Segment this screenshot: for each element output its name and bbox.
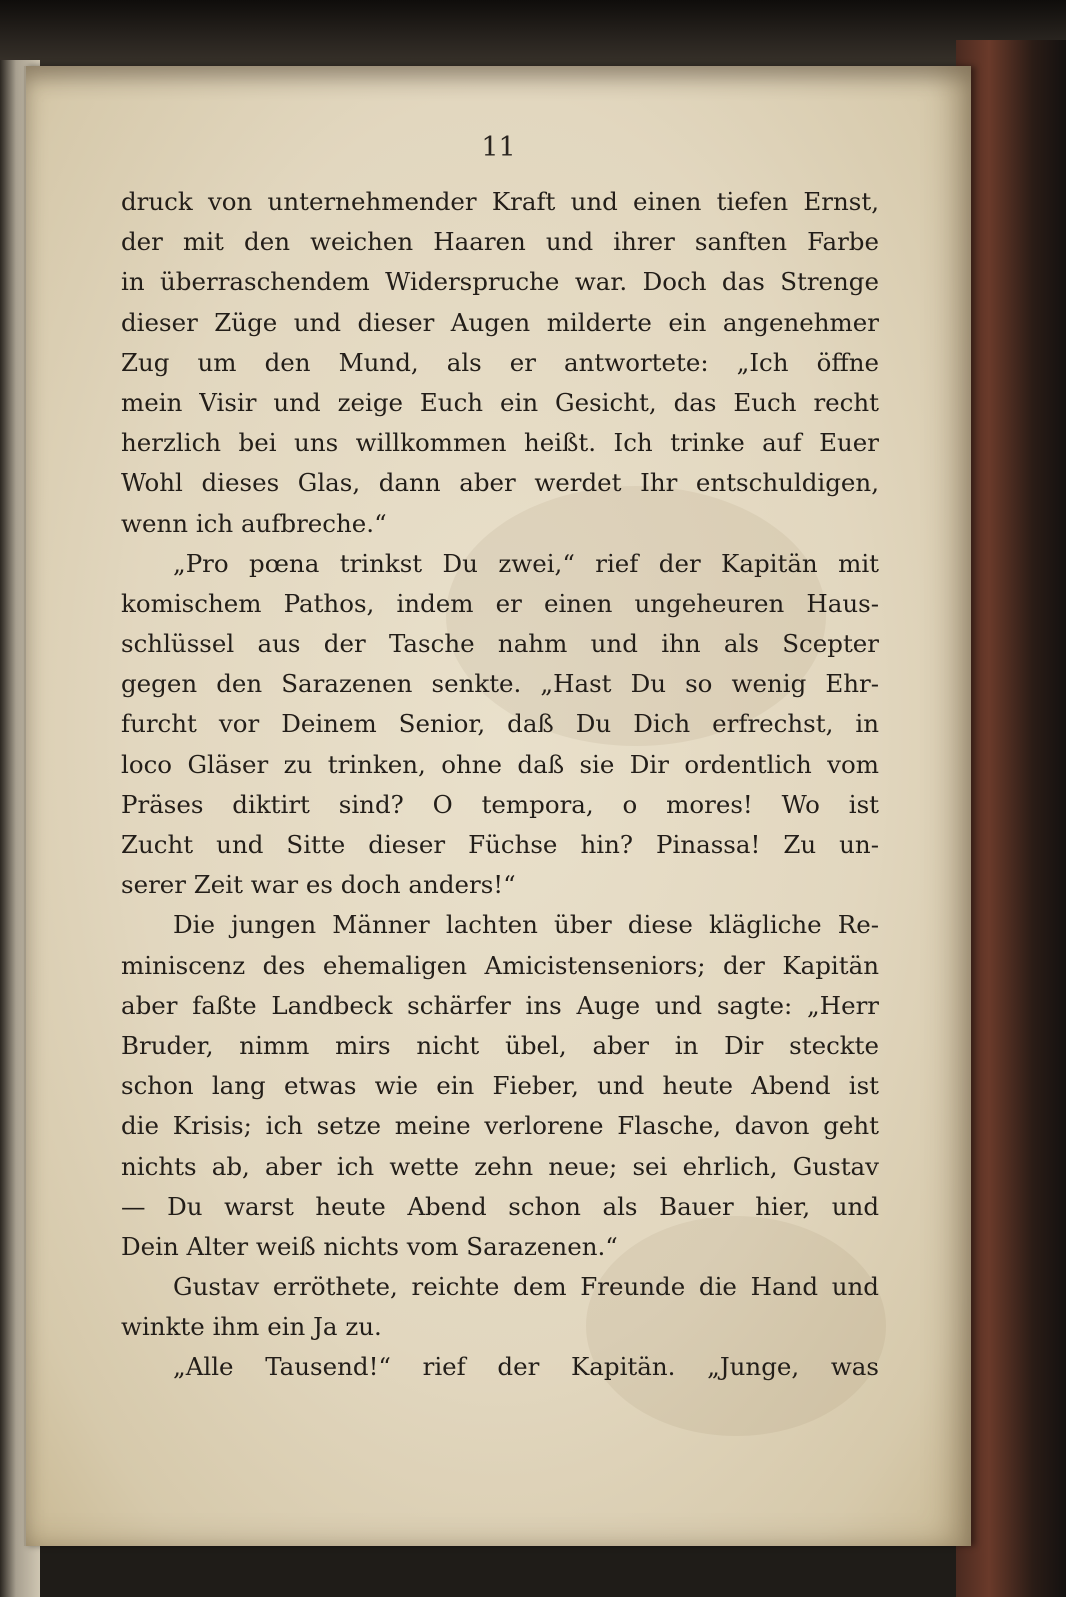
text-line: furcht vor Deinem Senior, daß Du Dich erfrechst, in — [121, 709, 879, 739]
text-line: serer Zeit war es doch anders!“ — [121, 870, 516, 900]
page-number: 11 — [481, 132, 516, 163]
text-line: komischem Pathos, indem er einen ungeheuren Haus- — [121, 588, 879, 618]
text-line: dieser Züge und dieser Augen milderte ein angenehmer — [121, 307, 879, 337]
text-line: — Du warst heute Abend schon als Bauer hier, und — [121, 1191, 879, 1221]
book-cover-edge — [956, 40, 1066, 1597]
text-line: Gustav erröthete, reichte dem Freunde die Hand und — [173, 1272, 879, 1302]
text-line: gegen den Sarazenen senkte. „Hast Du so wenig Ehr- — [121, 669, 879, 699]
text-line: Präses diktirt sind? O tempora, o mores! Wo ist — [121, 789, 879, 819]
text-line: druck von unternehmender Kraft und einen tiefen Ernst, — [121, 187, 879, 216]
text-line: Die jungen Männer lachten über diese klägliche Re- — [173, 910, 879, 940]
book-page — [24, 66, 971, 1546]
text-line: schlüssel aus der Tasche nahm und ihn als Scepter — [121, 629, 879, 659]
text-line: mein Visir und zeige Euch ein Gesicht, das Euch recht — [121, 387, 879, 417]
text-line: Wohl dieses Glas, dann aber werdet Ihr entschuldigen, — [121, 468, 879, 498]
text-line: miniscenz des ehemaligen Amicistenseniors; der Kapitän — [121, 950, 879, 980]
text-line: Zucht und Sitte dieser Füchse hin? Pinassa! Zu un- — [121, 830, 879, 859]
text-line: in überraschendem Widerspruche war. Doch das Strenge — [121, 267, 879, 297]
scan-background-top — [0, 0, 1066, 70]
text-line: herzlich bei uns willkommen heißt. Ich trinke auf Euer — [121, 428, 879, 458]
text-line: aber faßte Landbeck schärfer ins Auge und sagte: „Herr — [121, 990, 879, 1020]
text-line: Zug um den Mund, als er antwortete: „Ich öffne — [121, 347, 879, 377]
text-line: die Krisis; ich setze meine verlorene Flasche, davon geht — [121, 1111, 879, 1141]
text-line: wenn ich aufbreche.“ — [121, 508, 387, 538]
text-line: winkte ihm ein Ja zu. — [121, 1312, 382, 1342]
text-line: „Pro pœna trinkst Du zwei,“ rief der Kapitän mit — [173, 548, 879, 578]
text-line: loco Gläser zu trinken, ohne daß sie Dir ordentlich vom — [121, 749, 879, 779]
text-line: der mit den weichen Haaren und ihrer sanften Farbe — [121, 227, 879, 257]
text-line: „Alle Tausend!“ rief der Kapitän. „Junge, was — [173, 1352, 879, 1382]
text-line: Dein Alter weiß nichts vom Sarazenen.“ — [121, 1231, 618, 1261]
text-line: schon lang etwas wie ein Fieber, und heute Abend ist — [121, 1071, 879, 1101]
text-line: Bruder, nimm mirs nicht übel, aber in Dir steckte — [121, 1030, 879, 1060]
body-text — [121, 182, 879, 1388]
text-line: nichts ab, aber ich wette zehn neue; sei ehrlich, Gustav — [121, 1151, 879, 1181]
